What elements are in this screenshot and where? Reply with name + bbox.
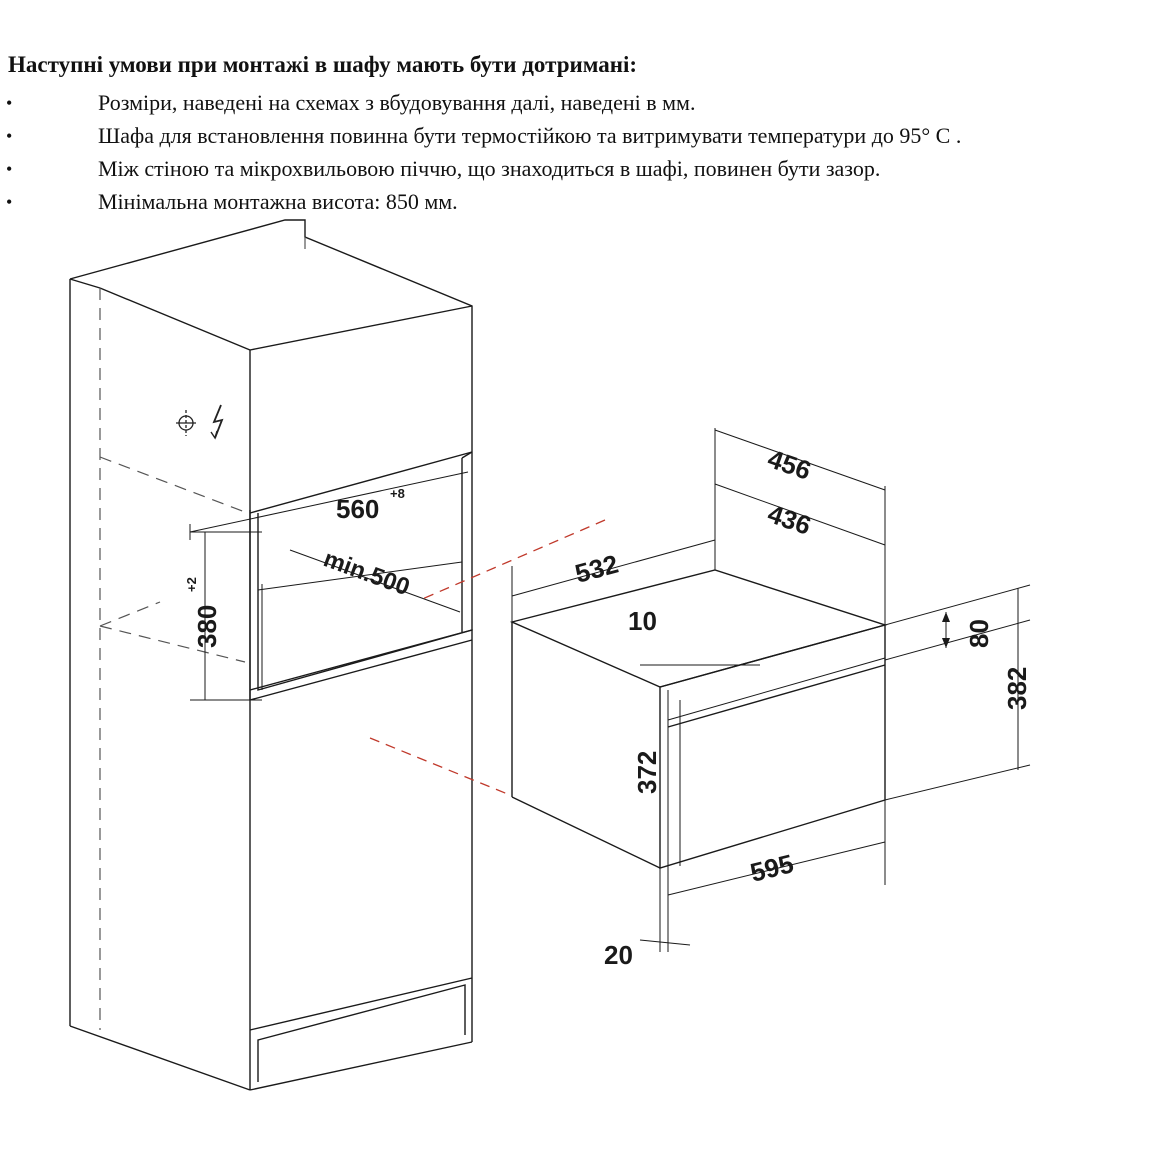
bullet-icon: • <box>6 93 13 113</box>
bullet-icon: • <box>6 192 13 212</box>
rule-text: Мінімальна монтажна висота: 850 мм. <box>98 189 458 214</box>
appliance-depth-body-label: 436 <box>764 498 815 541</box>
cabinet-depth-label: min.500 <box>319 545 414 602</box>
appliance-depth-top-label: 456 <box>764 443 815 486</box>
cabinet-height-label: 380 <box>192 604 222 648</box>
bullet-icon: • <box>6 126 13 146</box>
cabinet-width-tolerance: +8 <box>390 486 405 501</box>
cabinet-width-label: 560 <box>336 494 380 524</box>
appliance-top-gap-label: 80 <box>964 619 994 648</box>
rule-text: Між стіною та мікрохвильовою піччю, що знаходиться в шафі, повинен бути зазор. <box>98 156 881 181</box>
bullet-icon: • <box>6 159 13 179</box>
appliance-front-width-label: 595 <box>747 848 797 888</box>
cabinet-height-tolerance: +2 <box>184 577 199 592</box>
appliance-total-height-label: 382 <box>1002 666 1032 710</box>
rule-text: Розміри, наведені на схемах з вбудовування далі, наведені в мм. <box>98 90 696 115</box>
tall-cabinet <box>70 220 472 1090</box>
appliance-body-width-label: 532 <box>571 548 622 589</box>
cabinet-dimension-lines <box>190 472 468 700</box>
power-outlet-icon <box>176 405 222 438</box>
appliance-body <box>512 570 885 868</box>
appliance-body-height-label: 372 <box>632 750 662 794</box>
page-heading: Наступні умови при монтажі в шафу мають бути дотримані: <box>8 52 638 77</box>
appliance-front-thickness-label: 20 <box>604 940 633 970</box>
appliance-panel-offset-label: 10 <box>628 606 657 636</box>
rule-text: Шафа для встановлення повинна бути термостійкою та витримувати температури до 95° С . <box>98 123 962 148</box>
